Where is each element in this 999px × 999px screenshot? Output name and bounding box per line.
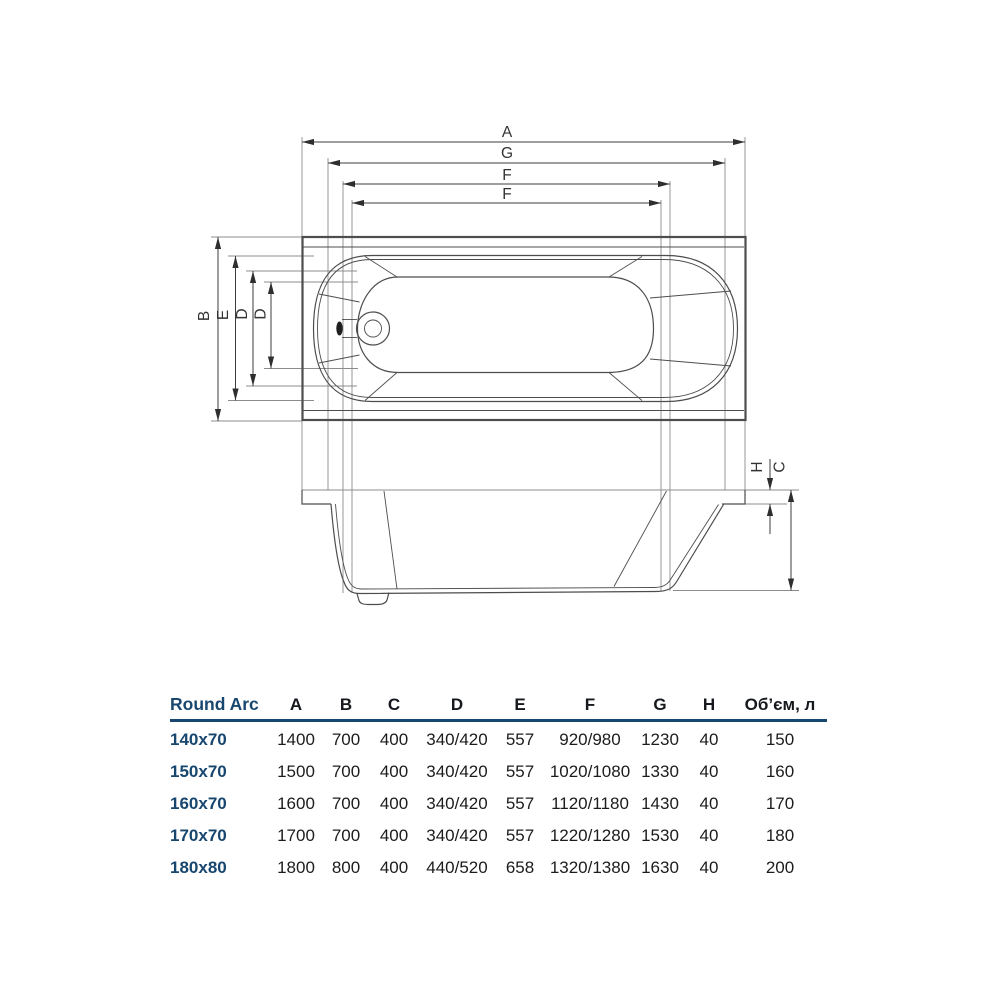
cell-b: 700 — [331, 826, 361, 845]
cell-a: 1700 — [277, 826, 315, 845]
cell-d: 440/520 — [426, 858, 488, 877]
dim-label-c: C — [771, 461, 789, 473]
dimensions-top — [302, 124, 745, 203]
cell-c: 400 — [379, 826, 409, 845]
dim-label-b: B — [196, 310, 213, 322]
cell-d: 340/420 — [426, 730, 488, 749]
cell-c: 400 — [379, 762, 409, 781]
cell-e: 658 — [505, 858, 535, 877]
cell-e: 557 — [505, 826, 535, 845]
cell-volume: 150 — [765, 730, 795, 749]
col-header-f: F — [584, 694, 596, 714]
cell-b: 700 — [331, 730, 361, 749]
table-row-150x70 — [170, 756, 828, 788]
table-row-160x70 — [170, 788, 828, 820]
tub-body-outer — [331, 504, 724, 594]
cell-d: 340/420 — [426, 826, 488, 845]
row-size: 180x80 — [170, 858, 227, 877]
cell-c: 400 — [379, 794, 409, 813]
col-header-c: C — [387, 694, 401, 714]
cell-g: 1330 — [641, 762, 679, 781]
dim-label-f-inner: F — [502, 186, 512, 203]
interior-wall-right — [614, 491, 667, 587]
cell-h: 40 — [699, 826, 719, 845]
flange-left — [302, 490, 331, 504]
dim-label-e: E — [215, 309, 232, 321]
col-header-e: E — [514, 694, 526, 714]
header-separator — [170, 719, 827, 722]
dim-label-a: A — [501, 124, 513, 141]
cell-a: 1400 — [277, 730, 315, 749]
cell-c: 400 — [379, 858, 409, 877]
cell-f: 1120/1180 — [551, 794, 629, 813]
drain-bump — [357, 593, 389, 605]
cell-c: 400 — [379, 730, 409, 749]
dim-label-f-outer: F — [502, 167, 512, 184]
cell-g: 1630 — [641, 858, 679, 877]
dim-label-d-outer: D — [234, 308, 251, 320]
cell-f: 920/980 — [559, 730, 621, 749]
cell-f: 1020/1080 — [549, 762, 631, 781]
drain-circle-outer — [357, 312, 390, 345]
cell-h: 40 — [699, 858, 719, 877]
dimensions-right — [749, 459, 791, 591]
col-header-g: G — [653, 694, 667, 714]
table-header-row — [170, 692, 828, 717]
table-row-180x80 — [170, 852, 828, 884]
cell-a: 1600 — [277, 794, 315, 813]
cell-g: 1530 — [641, 826, 679, 845]
plan-view — [303, 237, 746, 420]
cell-b: 700 — [331, 794, 361, 813]
cell-volume: 160 — [765, 762, 795, 781]
cell-b: 700 — [331, 762, 361, 781]
cell-volume: 170 — [765, 794, 795, 813]
side-view — [302, 490, 745, 605]
cell-e: 557 — [505, 794, 535, 813]
cell-h: 40 — [699, 730, 719, 749]
row-size: 170x70 — [170, 826, 227, 845]
col-header-b: B — [339, 694, 353, 714]
col-header-a: A — [289, 694, 303, 714]
dimensions-left — [196, 237, 271, 421]
table-title: Round Arc — [170, 694, 259, 714]
table-row-140x70 — [170, 724, 828, 756]
cell-h: 40 — [699, 794, 719, 813]
col-header-d: D — [450, 694, 464, 714]
row-size: 140x70 — [170, 730, 227, 749]
cell-d: 340/420 — [426, 762, 488, 781]
cell-volume: 200 — [765, 858, 795, 877]
cell-e: 557 — [505, 762, 535, 781]
tub-outer-rect — [303, 237, 746, 420]
cell-b: 800 — [331, 858, 361, 877]
cell-a: 1500 — [277, 762, 315, 781]
dim-label-h: H — [749, 461, 766, 473]
flange-right — [722, 490, 745, 504]
tub-basin-edge — [358, 277, 654, 373]
cell-h: 40 — [699, 762, 719, 781]
cell-g: 1430 — [641, 794, 679, 813]
cell-f: 1220/1280 — [549, 826, 631, 845]
overflow-mark — [336, 322, 342, 336]
dim-label-g: G — [500, 145, 514, 162]
cell-volume: 180 — [765, 826, 795, 845]
cell-e: 557 — [505, 730, 535, 749]
cell-d: 340/420 — [426, 794, 488, 813]
tub-rim-inner — [318, 260, 734, 398]
col-header-h: H — [702, 694, 716, 714]
col-header-volume: Об’єм, л — [744, 694, 816, 714]
drain-circle-inner — [365, 320, 382, 337]
row-size: 160x70 — [170, 794, 227, 813]
cell-a: 1800 — [277, 858, 315, 877]
cell-g: 1230 — [641, 730, 679, 749]
spec-table — [170, 692, 828, 884]
dim-label-d-inner: D — [252, 308, 270, 320]
cell-f: 1320/1380 — [549, 858, 631, 877]
row-size: 150x70 — [170, 762, 227, 781]
table-row-170x70 — [170, 820, 828, 852]
interior-wall-left — [384, 491, 397, 589]
